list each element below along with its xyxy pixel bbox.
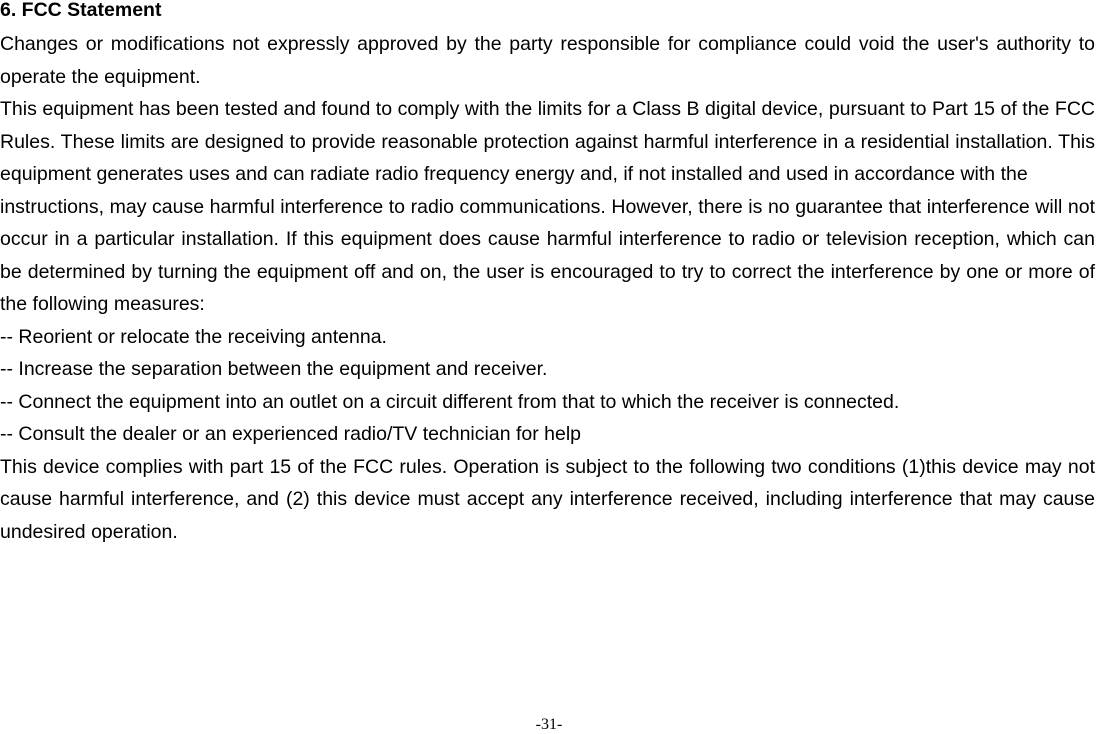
section-heading: 6. FCC Statement (0, 0, 162, 21)
paragraph-interference: instructions, may cause harmful interference to radio communications. However, there is no guarantee that interference will not occur in a particular installation. If this equipment does cause harmful interference to radio or television reception, which can be determined by turning the equipment off and on, the user is encouraged to try to correct the interference by one or more of the following measures: (0, 195, 1095, 315)
measure-item: -- Connect the equipment into an outlet on a circuit different from that to which the receiver is connected. (0, 390, 900, 413)
measure-item: -- Consult the dealer or an experienced radio/TV technician for help (0, 423, 581, 445)
measure-item: -- Increase the separation between the equipment and receiver. (0, 358, 548, 380)
paragraph-class-b-compliance: This equipment has been tested and found to comply with the limits for a Class B digital device, pursuant to Part 15 of the FCC Rules. These limits are designed to provide reasonable protection against harmful interference in a residential installation. This equipment generates uses and can radiate radio frequency energy and, if not installed and used in accordance with the (0, 98, 1095, 185)
page-number: -31- (535, 716, 563, 733)
paragraph-part15-conditions: This device complies with part 15 of the FCC rules. Operation is subject to the following two conditions (1)this device may not cause harmful interference, and (2) this device must accept any interference received, including interference that may cause undesired operation. (0, 455, 1095, 543)
measure-item: -- Reorient or relocate the receiving antenna. (0, 325, 387, 348)
paragraph-modifications: Changes or modifications not expressly approved by the party responsible for compliance could void the user's authority to operate the equipment. (0, 33, 1095, 88)
